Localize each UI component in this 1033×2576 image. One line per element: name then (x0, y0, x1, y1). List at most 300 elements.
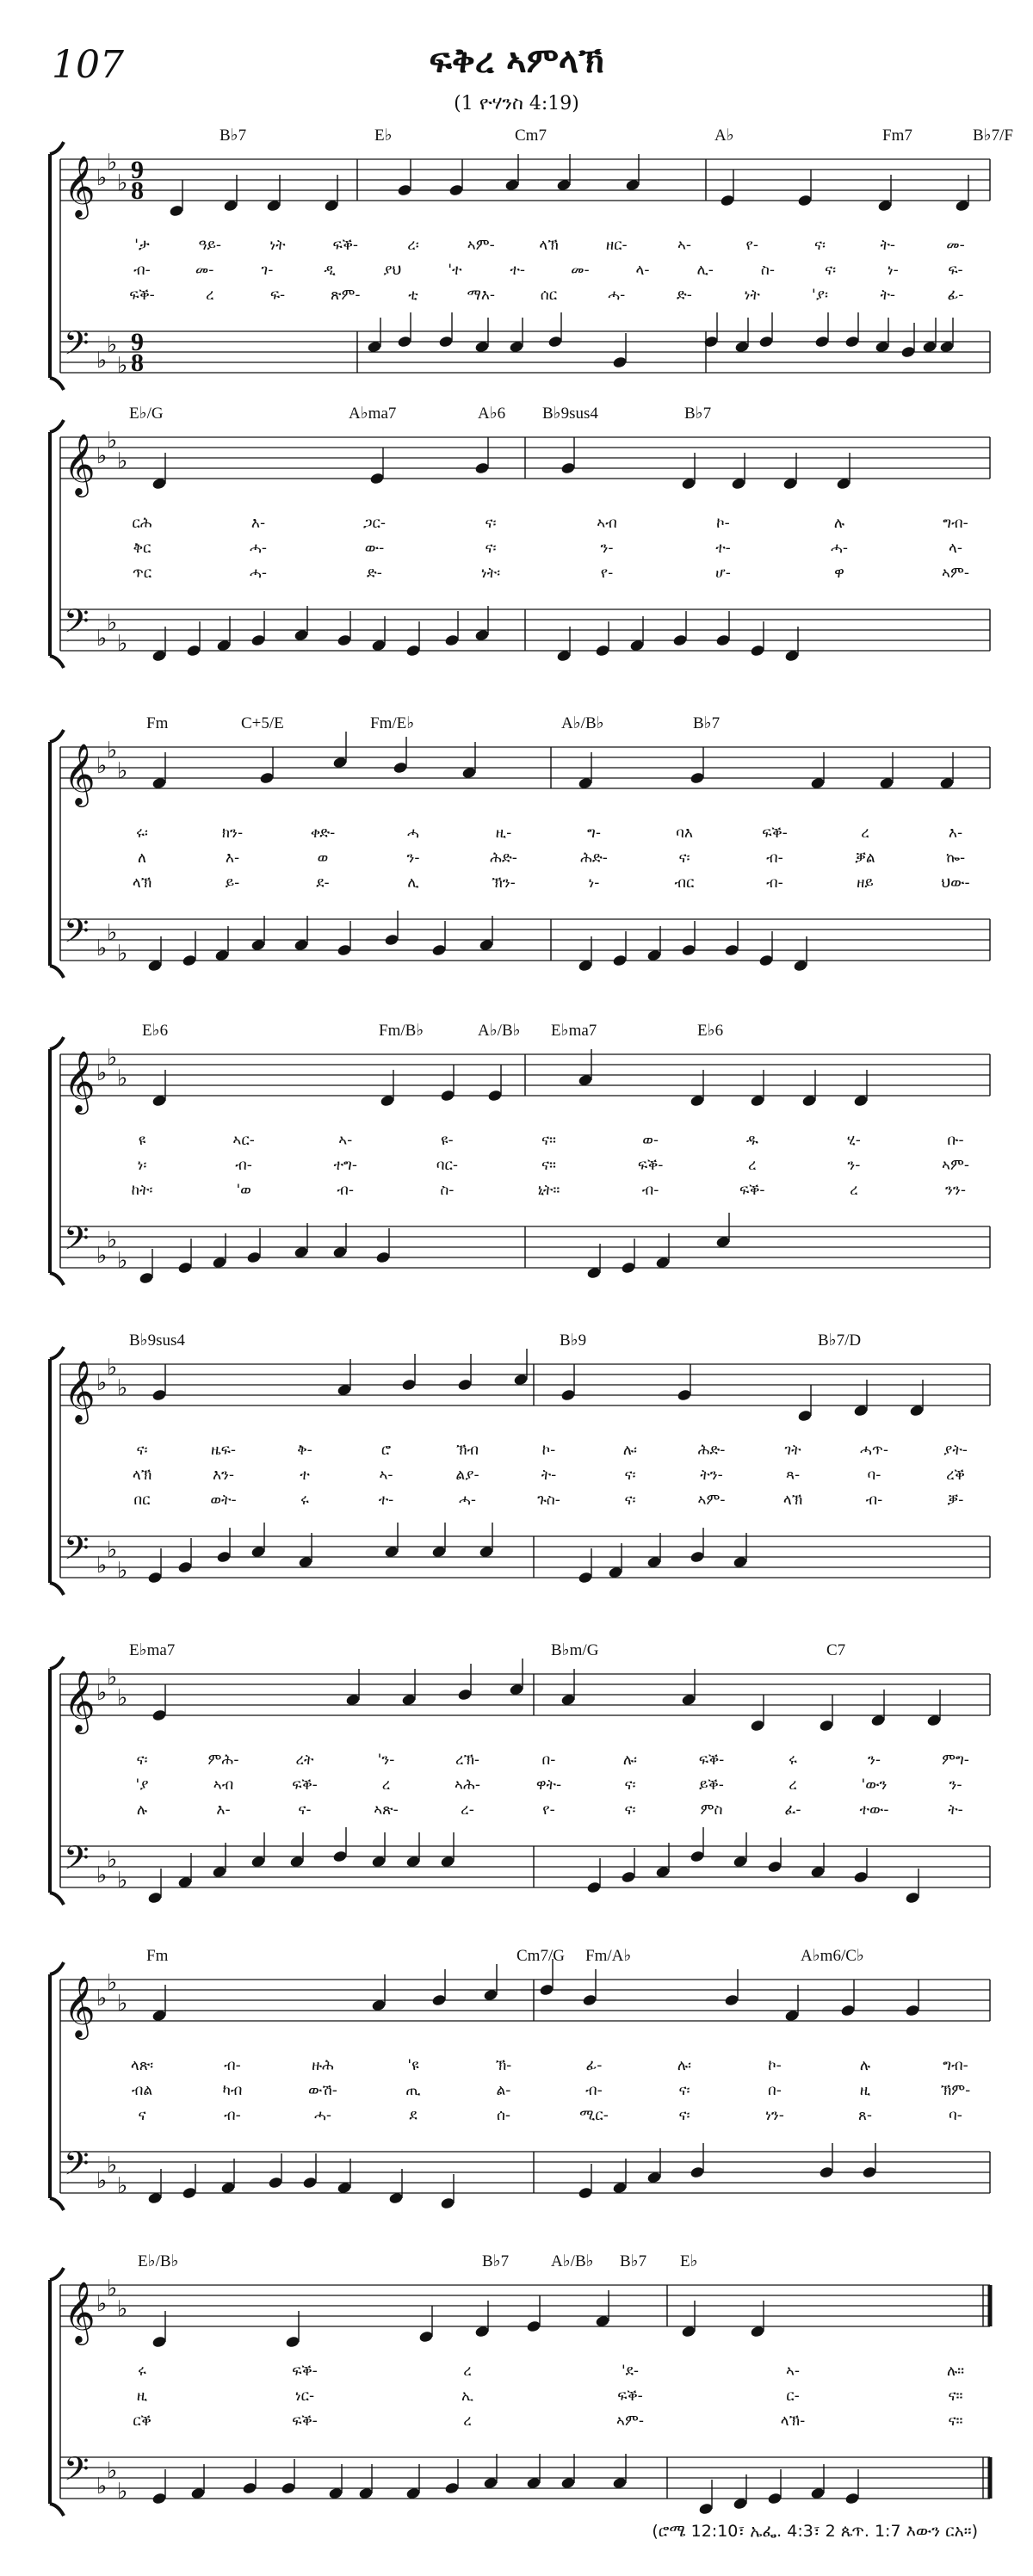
note-head (182, 954, 197, 967)
system-bracket (50, 142, 64, 390)
note-head (152, 1388, 167, 1401)
key-flat-icon: ♭ (107, 2458, 118, 2484)
note-head (750, 1719, 765, 1732)
lyric-syllable: ሩ (138, 2363, 146, 2380)
lyric-syllable: ዚ- (495, 825, 512, 842)
lyric-syllable: 'ዩ (407, 2057, 419, 2074)
lyric-syllable: ር- (786, 2388, 800, 2405)
lyric-syllable: ሕድ- (490, 849, 517, 867)
lyric-syllable: 'ወ (236, 1182, 251, 1199)
note-head (152, 2335, 167, 2348)
lyric-syllable: ፍቕ- (739, 1182, 765, 1199)
note-head (578, 2186, 593, 2199)
key-flat-icon: ♭ (96, 936, 108, 961)
chord-symbol: A♭ (714, 127, 734, 145)
note-head (681, 943, 696, 956)
lyric-syllable: ኽም- (940, 2082, 971, 2099)
lyric-syllable: ጥር (132, 565, 152, 582)
lyric-syllable: ፍቕ- (617, 2388, 643, 2405)
lyric-syllable: ደ- (316, 874, 330, 892)
lyric-syllable: ኣብ (597, 515, 617, 532)
lyric-syllable: ት- (880, 287, 896, 304)
treble-clef-icon: 𝄞 (64, 2280, 96, 2343)
note-head (474, 461, 490, 474)
lyric-syllable: ግብ- (943, 2057, 968, 2074)
note-head (621, 1870, 636, 1883)
lyric-syllable: ቅር (133, 540, 152, 557)
chord-symbol: Fm/A♭ (585, 1947, 632, 1965)
lyric-syllable: ቲ (408, 287, 418, 304)
key-flat-icon: ♭ (117, 1558, 128, 1584)
note-head (177, 1261, 193, 1274)
key-flat-icon: ♭ (117, 941, 128, 967)
lyric-syllable: ኣር- (232, 1132, 255, 1149)
lyric-syllable: ጻ- (785, 1467, 801, 1484)
time-signature-bottom: 8 (131, 349, 144, 377)
treble-clef-icon: 𝄞 (64, 1974, 96, 2037)
lyric-syllable: ዋ (834, 565, 844, 582)
lyric-syllable: ፊ- (947, 287, 964, 304)
note-head (332, 1850, 348, 1863)
note-head (819, 2165, 834, 2178)
lyric-syllable: ነ- (887, 262, 899, 279)
lyric-syllable: ና፡ (485, 515, 497, 532)
time-signature-top: 9 (131, 328, 144, 356)
note-head (431, 1993, 447, 2006)
lyric-syllable: ና- (298, 1801, 312, 1819)
chord-symbol: Fm (146, 714, 169, 732)
lyric-syllable: ዚ (859, 2082, 871, 2099)
chord-symbol: Cm7/G (516, 1947, 565, 1965)
time-signature-top: 9 (131, 156, 144, 184)
lyric-syllable: ካብ (222, 2082, 243, 2099)
key-flat-icon: ♭ (107, 428, 118, 454)
note-head (242, 2481, 257, 2494)
lyric-syllable: ነት (269, 237, 286, 254)
lyric-syllable: ኣ- (338, 1132, 353, 1149)
note-head (844, 335, 860, 348)
lyric-syllable: ክን- (221, 825, 244, 842)
lyric-syllable: ሩ (789, 1751, 797, 1769)
note-head (147, 1571, 163, 1584)
key-flat-icon: ♭ (117, 2173, 128, 2199)
lyric-syllable: ኮ- (768, 2057, 782, 2074)
lyric-syllable: ላኽ (539, 237, 559, 254)
bass-clef-icon: 𝄢 (64, 2144, 90, 2190)
note-head (397, 183, 412, 196)
lyric-syllable: ተ (300, 1467, 310, 1484)
lyric-syllable: ተ- (378, 1492, 394, 1509)
lyric-syllable: ማእ- (467, 287, 496, 304)
system-bracket (50, 2268, 64, 2516)
key-flat-icon: ♭ (107, 332, 118, 358)
key-flat-icon: ♭ (96, 1243, 108, 1269)
chord-symbol: B♭7 (684, 405, 712, 423)
lyric-syllable: ቓል (855, 849, 875, 867)
lyric-syllable: ብ- (865, 1492, 883, 1509)
lyric-syllable: ፍ- (948, 262, 963, 279)
note-head (690, 1850, 705, 1863)
lyric-syllable: ቡ- (947, 1132, 964, 1149)
lyric-syllable: እ- (216, 1801, 231, 1819)
chord-symbol: A♭m6/C♭ (801, 1947, 864, 1965)
lyric-syllable: ረ (463, 2412, 472, 2430)
lyric-syllable: ረ (747, 1157, 757, 1174)
treble-clef-icon: 𝄞 (64, 742, 96, 805)
lyric-syllable: ጽም- (331, 287, 361, 304)
note-head (560, 461, 576, 474)
lyric-syllable: ውሽ- (308, 2082, 337, 2099)
treble-clef-icon: 𝄞 (64, 1669, 96, 1732)
lyric-syllable: ብ- (224, 2107, 241, 2124)
lyric-syllable: ኢ (461, 2388, 473, 2405)
lyric-syllable: ላኽ (132, 874, 152, 892)
lyric-syllable: እ- (225, 849, 240, 867)
lyric-syllable: ኣጽ- (374, 1801, 399, 1819)
lyric-syllable: 'ን- (377, 1751, 395, 1769)
key-flat-icon: ♭ (107, 1537, 118, 1563)
lyric-syllable: ዙሕ (312, 2057, 334, 2074)
lyric-syllable: ሓ (407, 825, 419, 842)
lyric-syllable: ኣም- (697, 1492, 726, 1509)
chord-symbol: E♭ (680, 2252, 698, 2270)
note-head (819, 1719, 834, 1732)
lyric-syllable: በር (133, 1492, 151, 1509)
lyric-syllable: ን- (847, 1157, 861, 1174)
lyric-syllable: ንን- (945, 1182, 966, 1199)
lyric-syllable: የ- (542, 1801, 555, 1819)
lyric-syllable: ፊ- (585, 2057, 603, 2074)
lyric-syllable: ጋር- (362, 515, 387, 532)
note-head (397, 335, 412, 348)
lyric-syllable: ያህ (383, 262, 402, 279)
lyric-syllable: ሓ- (313, 2107, 332, 2124)
bass-clef-icon: 𝄢 (64, 1219, 90, 1265)
note-head (216, 1550, 232, 1563)
note-head (457, 1688, 473, 1701)
lyric-syllable: ላ- (635, 262, 650, 279)
note-head (698, 2502, 714, 2515)
lyric-syllable: ገት (784, 1442, 801, 1459)
lyric-syllable: ነ፡ (137, 1157, 147, 1174)
note-head (139, 1271, 154, 1284)
key-flat-icon: ♭ (107, 1970, 118, 1996)
hymn-number: 107 (52, 43, 124, 87)
key-flat-icon: ♭ (107, 920, 118, 946)
lyric-syllable: ሓ- (608, 287, 626, 304)
lyric-syllable: ና። (541, 1132, 556, 1149)
lyric-syllable: ፍቕ- (762, 825, 788, 842)
key-flat-icon: ♭ (107, 1665, 118, 1690)
lyric-syllable: ና፡ (136, 1751, 148, 1769)
key-flat-icon: ♭ (117, 1066, 128, 1091)
bass-clef-icon: 𝄢 (64, 1838, 90, 1885)
note-head (758, 335, 774, 348)
lyric-syllable: ላኽ (132, 1467, 152, 1484)
lyric-syllable: ብ- (585, 2082, 603, 2099)
note-head (337, 943, 352, 956)
key-flat-icon: ♭ (107, 610, 118, 636)
note-head (797, 194, 813, 207)
lyric-syllable: ርቕ (133, 2412, 152, 2430)
treble-clef-icon: 𝄞 (64, 1049, 96, 1112)
lyric-syllable: ዩ (138, 1132, 146, 1149)
note-head (259, 771, 275, 784)
lyric-syllable: ረ (205, 287, 214, 304)
lyric-syllable: ና፡ (624, 1492, 636, 1509)
key-flat-icon: ♭ (107, 1045, 118, 1071)
lyric-syllable: ና፡ (678, 849, 690, 867)
key-flat-icon: ♭ (96, 165, 108, 191)
note-head (147, 1891, 163, 1904)
key-flat-icon: ♭ (117, 170, 128, 196)
note-head (560, 1388, 576, 1401)
lyric-syllable: 'ደ- (621, 2363, 640, 2380)
lyric-syllable: ስ- (760, 262, 775, 279)
lyric-syllable: 'ታ (134, 237, 150, 254)
note-head (152, 2492, 167, 2505)
lyric-syllable: ፍቕ- (292, 1776, 318, 1794)
key-flat-icon: ♭ (96, 2168, 108, 2194)
note-head (621, 1261, 636, 1274)
key-flat-icon: ♭ (96, 348, 108, 374)
lyric-syllable: ህው- (941, 874, 970, 892)
lyric-syllable: ብር (674, 874, 695, 892)
lyric-syllable: ና፡ (678, 2082, 690, 2099)
system-bracket (50, 1962, 64, 2210)
lyric-syllable: ነር- (294, 2388, 315, 2405)
note-head (302, 2176, 318, 2189)
chord-symbol: E♭/G (129, 405, 164, 423)
chord-symbol: C+5/E (241, 714, 284, 732)
lyric-syllable: ብል (131, 2082, 153, 2099)
note-head (393, 761, 408, 774)
note-head (152, 1708, 167, 1721)
key-flat-icon: ♭ (117, 2296, 128, 2322)
lyric-syllable: ዚ (136, 2388, 148, 2405)
lyric-syllable: ዘር- (605, 237, 628, 254)
note-head (268, 2176, 283, 2189)
lyric-syllable: ላኽ (782, 1492, 803, 1509)
note-head (905, 1891, 920, 1904)
note-head (767, 1860, 782, 1873)
lyric-syllable: ሉ (859, 2057, 871, 2074)
chord-symbol: E♭/B♭ (138, 2252, 179, 2270)
lyric-syllable: ረ፡ (407, 237, 419, 254)
lyric-syllable: ኣሕ- (454, 1776, 481, 1794)
note-head (487, 1089, 503, 1102)
system-bracket (50, 1657, 64, 1905)
lyric-syllable: ረ (381, 1776, 391, 1794)
lyric-syllable: ሆ- (715, 565, 731, 582)
lyric-syllable: ኣ- (677, 237, 692, 254)
treble-clef-icon: 𝄞 (64, 432, 96, 495)
lyric-syllable: ትን- (700, 1467, 723, 1484)
lyric-syllable: ፍቕ- (292, 2412, 318, 2430)
bass-clef-icon: 𝄢 (64, 602, 90, 648)
lyric-syllable: ብ- (235, 1157, 252, 1174)
chord-symbol: Cm7 (515, 127, 547, 145)
footer-references: (ሮሜ 12:10፣ ኤፌ. 4:3፣ 2 ጴጥ. 1:7 እውን ርአ።) (652, 2522, 978, 2541)
lyric-syllable: ላኽ- (780, 2412, 806, 2430)
key-flat-icon: ♭ (96, 1060, 108, 1086)
lyric-syllable: ኽ- (495, 2057, 512, 2074)
lyric-syllable: ባ- (949, 2107, 962, 2124)
lyric-syllable: ል- (496, 2082, 511, 2099)
system-bracket (50, 1037, 64, 1285)
note-head (578, 1571, 593, 1584)
note-head (758, 954, 774, 967)
lyric-syllable: ፍቕ- (332, 237, 359, 254)
lyric-syllable: ኒት። (537, 1182, 560, 1199)
lyric-syllable: ብ- (766, 874, 783, 892)
chord-symbol: B♭9 (560, 1331, 587, 1350)
chord-symbol: B♭7 (620, 2252, 647, 2270)
lyric-syllable: እ- (251, 515, 266, 532)
note-head (814, 335, 830, 348)
note-head (586, 1881, 602, 1893)
note-head (690, 2165, 705, 2178)
chord-symbol: B♭9sus4 (129, 1331, 185, 1350)
lyric-syllable: ኽን- (492, 874, 516, 892)
lyric-syllable: ው- (364, 540, 385, 557)
note-head (797, 1409, 813, 1422)
lyric-syllable: ና፡ (813, 237, 826, 254)
lyric-syllable: መ- (195, 262, 214, 279)
chord-symbol: E♭ (374, 127, 393, 145)
lyric-syllable: ሓ- (458, 1492, 477, 1509)
lyric-syllable: ሩ (300, 1492, 309, 1509)
hymn-title: ፍቅረ ኣምላኽ (429, 41, 604, 81)
note-head (595, 644, 610, 657)
key-flat-icon: ♭ (117, 1868, 128, 1893)
lyric-syllable: ባ- (867, 1467, 881, 1484)
lyric-syllable: እ- (948, 825, 963, 842)
lyric-syllable: ና፡ (624, 1801, 636, 1819)
note-head (690, 771, 705, 784)
chord-symbol: B♭7/D (818, 1331, 862, 1350)
chord-symbol: A♭/B♭ (478, 1022, 521, 1040)
lyric-syllable: ፍቕ- (698, 1751, 725, 1769)
lyric-syllable: ሓጥ- (860, 1442, 888, 1459)
lyric-syllable: ረ- (461, 1801, 474, 1819)
chord-symbol: C7 (826, 1641, 846, 1659)
bass-clef-icon: 𝄢 (64, 2449, 90, 2496)
lyric-syllable: ፍቕ- (292, 2363, 318, 2380)
lyric-syllable: ዓይ- (198, 237, 222, 254)
chord-symbol: B♭9sus4 (542, 405, 598, 423)
chord-symbol: E♭6 (697, 1022, 724, 1040)
bass-clef-icon: 𝄢 (64, 911, 90, 958)
lyric-syllable: ግብ- (943, 515, 968, 532)
lyric-syllable: ቓ- (947, 1492, 964, 1509)
lyric-syllable: ብ- (337, 1182, 355, 1199)
lyric-syllable: ና፡ (825, 262, 837, 279)
treble-clef-icon: 𝄞 (64, 154, 96, 217)
note-head (724, 943, 739, 956)
key-flat-icon: ♭ (107, 1355, 118, 1381)
lyric-syllable: ነት (744, 287, 760, 304)
note-head (677, 1388, 692, 1401)
key-flat-icon: ♭ (107, 1227, 118, 1253)
key-flat-icon: ♭ (96, 753, 108, 779)
lyric-syllable: ሕድ- (580, 849, 608, 867)
note-head (251, 633, 266, 646)
note-head (186, 644, 201, 657)
lyric-syllable: ርሕ (132, 515, 152, 532)
lyric-syllable: ኽብ (456, 1442, 479, 1459)
lyric-syllable: ረቕ (946, 1467, 965, 1484)
lyric-syllable: 'ያ፡ (812, 287, 828, 304)
lyric-syllable: ዋት- (535, 1776, 562, 1794)
lyric-syllable: ረ (789, 1776, 797, 1794)
key-flat-icon: ♭ (96, 626, 108, 652)
lyric-syllable: እን- (212, 1467, 235, 1484)
lyric-syllable: ብ- (641, 1182, 659, 1199)
lyric-syllable: ምሕ- (207, 1751, 239, 1769)
key-flat-icon: ♭ (96, 1553, 108, 1578)
lyric-syllable: ከት፡ (131, 1182, 153, 1199)
lyric-syllable: 'ተ (448, 262, 462, 279)
lyric-syllable: ኣብ (213, 1776, 234, 1794)
lyric-syllable: ዘይ (857, 874, 874, 892)
lyric-syllable: ን- (949, 1776, 962, 1794)
key-flat-icon: ♭ (107, 150, 118, 176)
lyric-syllable: ቅ- (297, 1442, 312, 1459)
key-flat-icon: ♭ (117, 631, 128, 657)
lyric-syllable: ወት- (210, 1492, 237, 1509)
lyric-syllable: ረ (850, 1182, 858, 1199)
chord-symbol: Fm/E♭ (370, 714, 415, 732)
lyric-syllable: ይቕ- (699, 1776, 724, 1794)
note-head (405, 644, 421, 657)
treble-clef-icon: 𝄞 (64, 1359, 96, 1422)
note-head (182, 2186, 197, 2199)
lyric-syllable: 'ያ (135, 1776, 149, 1794)
key-flat-icon: ♭ (96, 1863, 108, 1888)
key-flat-icon: ♭ (117, 448, 128, 474)
lyric-syllable: ባእ (676, 825, 693, 842)
lyric-syllable: ሓ- (249, 540, 268, 557)
lyric-syllable: ጉስ- (537, 1492, 560, 1509)
lyric-syllable: ሰር (540, 287, 558, 304)
note-head (285, 2335, 300, 2348)
lyric-syllable: ና። (948, 2412, 963, 2430)
lyric-syllable: ያት- (943, 1442, 968, 1459)
key-flat-icon: ♭ (117, 1248, 128, 1274)
chord-symbol: B♭7 (693, 714, 721, 732)
lyric-syllable: ብ- (224, 2057, 241, 2074)
key-flat-icon: ♭ (96, 1680, 108, 1706)
note-head (750, 644, 765, 657)
note-head (369, 472, 385, 485)
lyric-syllable: ሓ- (249, 565, 268, 582)
lyric-syllable: ዜፍ- (211, 1442, 236, 1459)
lyric-syllable: ና፡ (485, 540, 497, 557)
note-head (384, 933, 399, 946)
lyric-syllable: ሂ- (846, 1132, 861, 1149)
bass-clef-icon: 𝄢 (64, 324, 90, 370)
lyric-syllable: ሮ (380, 1442, 392, 1459)
lyric-syllable: መ- (571, 262, 590, 279)
key-flat-icon: ♭ (96, 443, 108, 469)
note-head (440, 1089, 455, 1102)
lyric-syllable: ት- (541, 1467, 557, 1484)
system-bracket (50, 730, 64, 978)
lyric-syllable: ብ- (133, 262, 151, 279)
key-flat-icon: ♭ (107, 738, 118, 763)
chord-symbol: B♭7/F (973, 127, 1013, 145)
